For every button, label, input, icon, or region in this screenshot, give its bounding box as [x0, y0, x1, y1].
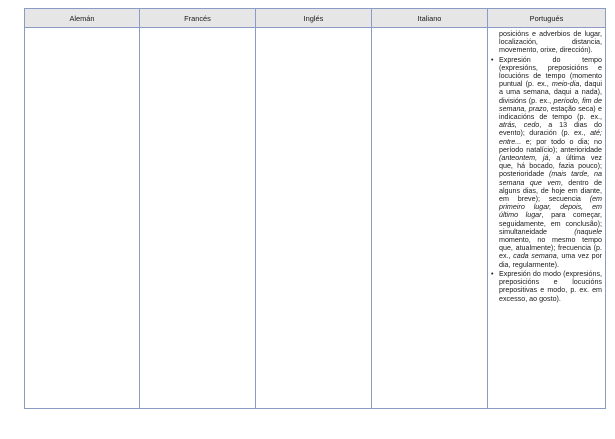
tempo-italic-6: (mais tarde, na semana que vem	[499, 170, 602, 187]
list-item-continuation: posicións e adverbios de lugar, localización, distancia, movemento, orixe, dirección).	[499, 30, 602, 55]
tempo-text-9: momento, no mesmo tempo que, atualmente); frecuencia (p. ex.,	[499, 236, 602, 261]
list-item-modo: • Expresión do modo (expresións, preposicións e locucións prepositivas e modo, p. ex. em excesso, ao gosto).	[491, 270, 602, 303]
tempo-text-4: , a 13 dias do evento); duración (p. ex.,	[499, 121, 602, 138]
tempo-text-5: e; por todo o dia; no período natalício); anterioridade	[499, 137, 602, 154]
cell-frances	[140, 28, 256, 409]
tempo-italic-7: (em primeiro lugar, depois, em último lugar	[499, 195, 602, 220]
cell-italiano	[372, 28, 488, 409]
content-row	[25, 28, 606, 409]
tempo-italic-5: (anteontem, já	[499, 154, 549, 163]
header-aleman: Alemán	[25, 9, 140, 28]
list-item-tempo	[491, 56, 602, 269]
language-table	[24, 8, 606, 409]
tempo-italic-1: meio-dia	[551, 80, 580, 89]
header-portugues: Portugués	[488, 9, 606, 28]
portugues-list	[488, 28, 605, 303]
cell-aleman	[25, 28, 140, 409]
header-italiano: Italiano	[372, 9, 488, 28]
tempo-text-8: , para começar, seguidamente, em conclusão); simultaneidade	[499, 211, 602, 236]
cell-ingles	[256, 28, 372, 409]
tempo-italic-9: cada semana	[513, 252, 557, 261]
tempo-italic-8: (naquele	[574, 227, 602, 236]
tempo-text-10: , uma vez por dia, regularmente).	[499, 252, 602, 269]
cell-portugues	[488, 28, 606, 409]
tempo-italic-4: até; entre...	[499, 129, 602, 146]
tempo-italic-2: período, fim de semana, prazo	[499, 96, 602, 113]
tempo-text-7: , dentro de alguns dias, de hoje em diante, em breve); secuencia	[499, 178, 602, 204]
header-ingles: Inglés	[256, 9, 372, 28]
tempo-text-1: Expresión do tempo (expresións, preposicións e locucións de tempo (momento puntual (p. ex.,	[499, 55, 602, 89]
tempo-text-3: , estação seca) e indicacións de tempo (p. ex.,	[499, 104, 602, 122]
tempo-italic-3: atrás, cedo	[499, 121, 540, 130]
header-row	[25, 9, 606, 28]
header-frances: Francés	[140, 9, 256, 28]
tempo-text-2: , daqui a uma semana, daqui a nada), divisións (p. ex.,	[499, 80, 602, 105]
tempo-text-6: , a última vez que, há bocado, fazia pouco); posterioridade	[499, 154, 602, 179]
